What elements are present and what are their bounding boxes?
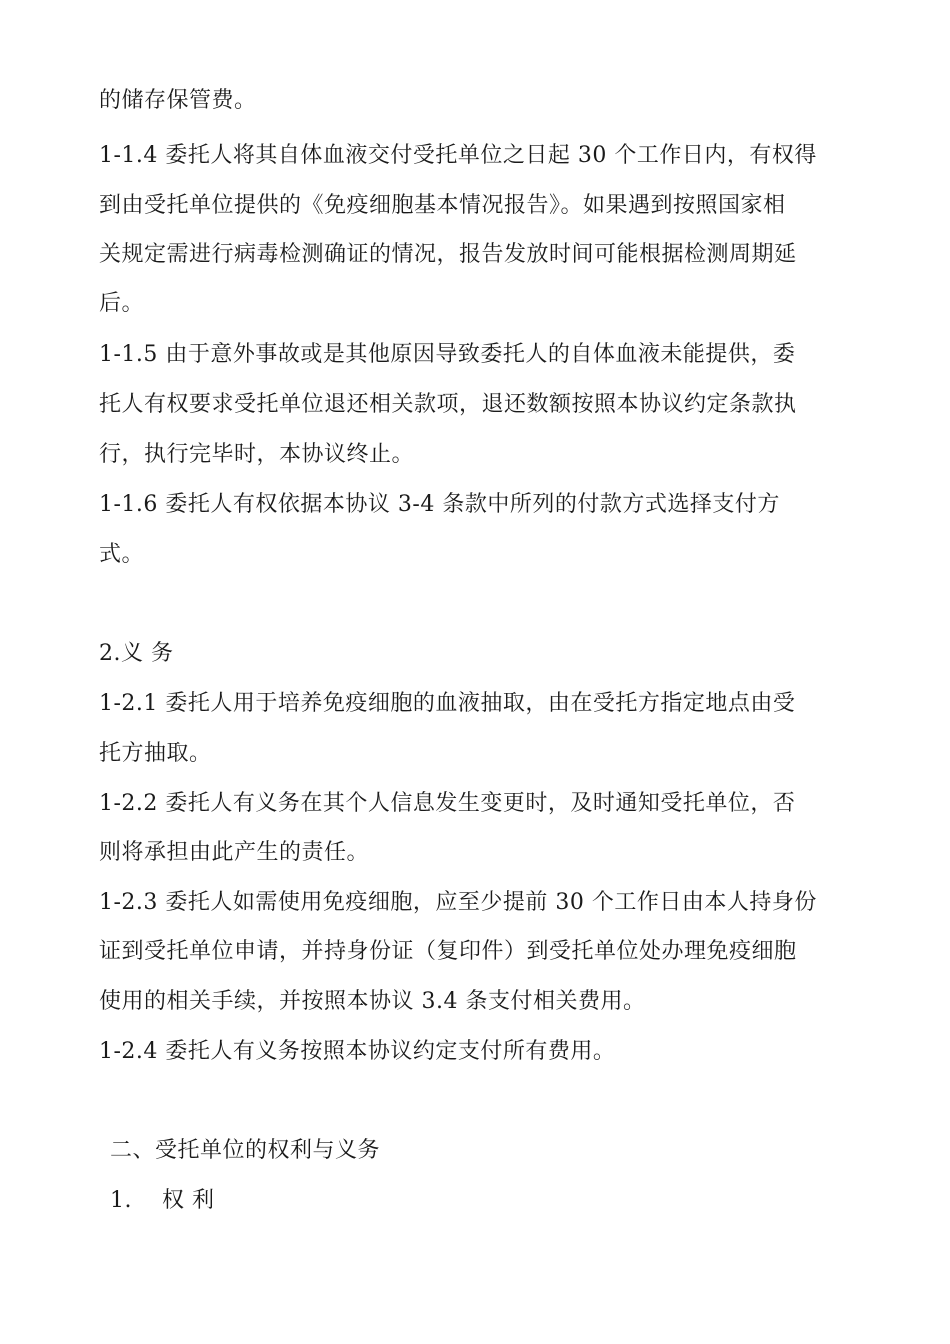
paragraph-line: 证到受托单位申请，并持身份证（复印件）到受托单位处办理免疫细胞 xyxy=(99,939,797,964)
clause-1-2-1-line: 1-2.1 委托人用于培养免疫细胞的血液抽取，由在受托方指定地点由受 xyxy=(99,691,796,716)
paragraph-line: 的储存保管费。 xyxy=(99,88,257,113)
section-heading-rights: 1. 权 利 xyxy=(110,1188,215,1213)
clause-1-2-4-line: 1-2.4 委托人有义务按照本协议约定支付所有费用。 xyxy=(99,1039,616,1064)
clause-1-1-4-line: 1-1.4 委托人将其自体血液交付受托单位之日起 30 个工作日内，有权得 xyxy=(99,143,817,168)
paragraph-line: 使用的相关手续，并按照本协议 3.4 条支付相关费用。 xyxy=(99,989,646,1014)
paragraph-line: 托人有权要求受托单位退还相关款项，退还数额按照本协议约定条款执 xyxy=(99,392,797,417)
clause-1-2-2-line: 1-2.2 委托人有义务在其个人信息发生变更时，及时通知受托单位，否 xyxy=(99,791,796,816)
chapter-heading-trustee-rights: 二、受托单位的权利与义务 xyxy=(110,1138,381,1163)
paragraph-line: 到由受托单位提供的《免疫细胞基本情况报告》。如果遇到按照国家相 xyxy=(99,193,786,218)
paragraph-line: 行，执行完毕时，本协议终止。 xyxy=(99,442,415,467)
clause-1-1-6-line: 1-1.6 委托人有权依据本协议 3-4 条款中所列的付款方式选择支付方 xyxy=(99,492,780,517)
paragraph-line: 则将承担由此产生的责任。 xyxy=(99,840,370,865)
section-heading-obligations: 2.义 务 xyxy=(99,641,174,666)
clause-1-1-5-line: 1-1.5 由于意外事故或是其他原因导致委托人的自体血液未能提供，委 xyxy=(99,342,796,367)
clause-1-2-3-line: 1-2.3 委托人如需使用免疫细胞，应至少提前 30 个工作日由本人持身份 xyxy=(99,890,817,915)
paragraph-line: 关规定需进行病毒检测确证的情况，报告发放时间可能根据检测周期延 xyxy=(99,242,797,267)
paragraph-line: 式。 xyxy=(99,542,145,567)
paragraph-line: 后。 xyxy=(99,291,145,316)
paragraph-line: 托方抽取。 xyxy=(99,741,212,766)
